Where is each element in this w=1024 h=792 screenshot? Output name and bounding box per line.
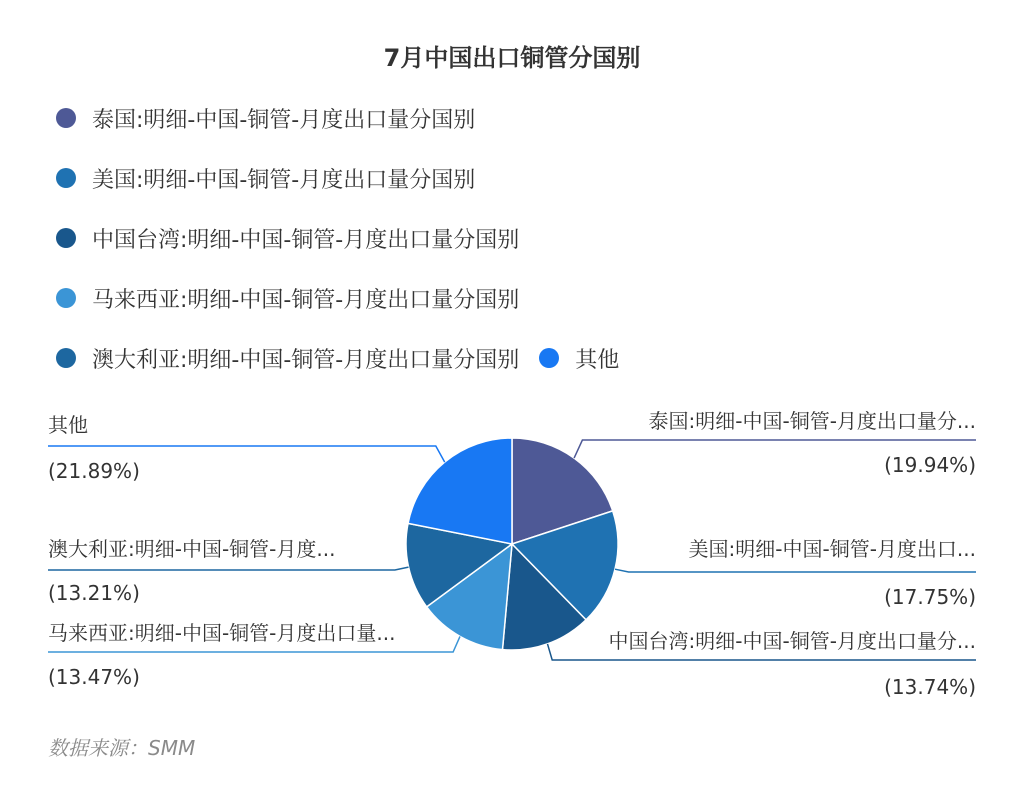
slice-percent-label: (13.74%) xyxy=(884,675,976,699)
pie-slices xyxy=(406,438,618,650)
leader-line xyxy=(48,567,409,570)
slice-percent-label: (13.21%) xyxy=(48,581,140,605)
legend-label: 泰国:明细-中国-铜管-月度出口量分国别 xyxy=(92,107,476,133)
legend-label: 美国:明细-中国-铜管-月度出口量分国别 xyxy=(92,167,476,193)
slice-percent-label: (17.75%) xyxy=(884,585,976,609)
chart-title: 7月中国出口铜管分国别 xyxy=(383,44,641,72)
slice-percent-label: (13.47%) xyxy=(48,665,140,689)
slice-name-label: 澳大利亚:明细-中国-铜管-月度... xyxy=(48,537,336,561)
leader-line xyxy=(615,569,976,572)
slice-percent-label: (21.89%) xyxy=(48,459,140,483)
slice-name-label: 马来西亚:明细-中国-铜管-月度出口量... xyxy=(48,621,396,645)
slice-name-label: 中国台湾:明细-中国-铜管-月度出口量分... xyxy=(608,629,976,653)
legend-label: 中国台湾:明细-中国-铜管-月度出口量分国别 xyxy=(92,227,520,253)
slice-name-label: 泰国:明细-中国-铜管-月度出口量分... xyxy=(648,409,976,433)
source-note: 数据来源：SMM xyxy=(48,736,196,760)
slice-name-label: 美国:明细-中国-铜管-月度出口... xyxy=(688,537,976,561)
slice-name-label: 其他 xyxy=(48,413,88,437)
slice-percent-label: (19.94%) xyxy=(884,453,976,477)
legend-label: 马来西亚:明细-中国-铜管-月度出口量分国别 xyxy=(92,287,520,313)
legend-label: 其他 xyxy=(575,347,620,373)
legend-label: 澳大利亚:明细-中国-铜管-月度出口量分国别 xyxy=(92,347,520,373)
